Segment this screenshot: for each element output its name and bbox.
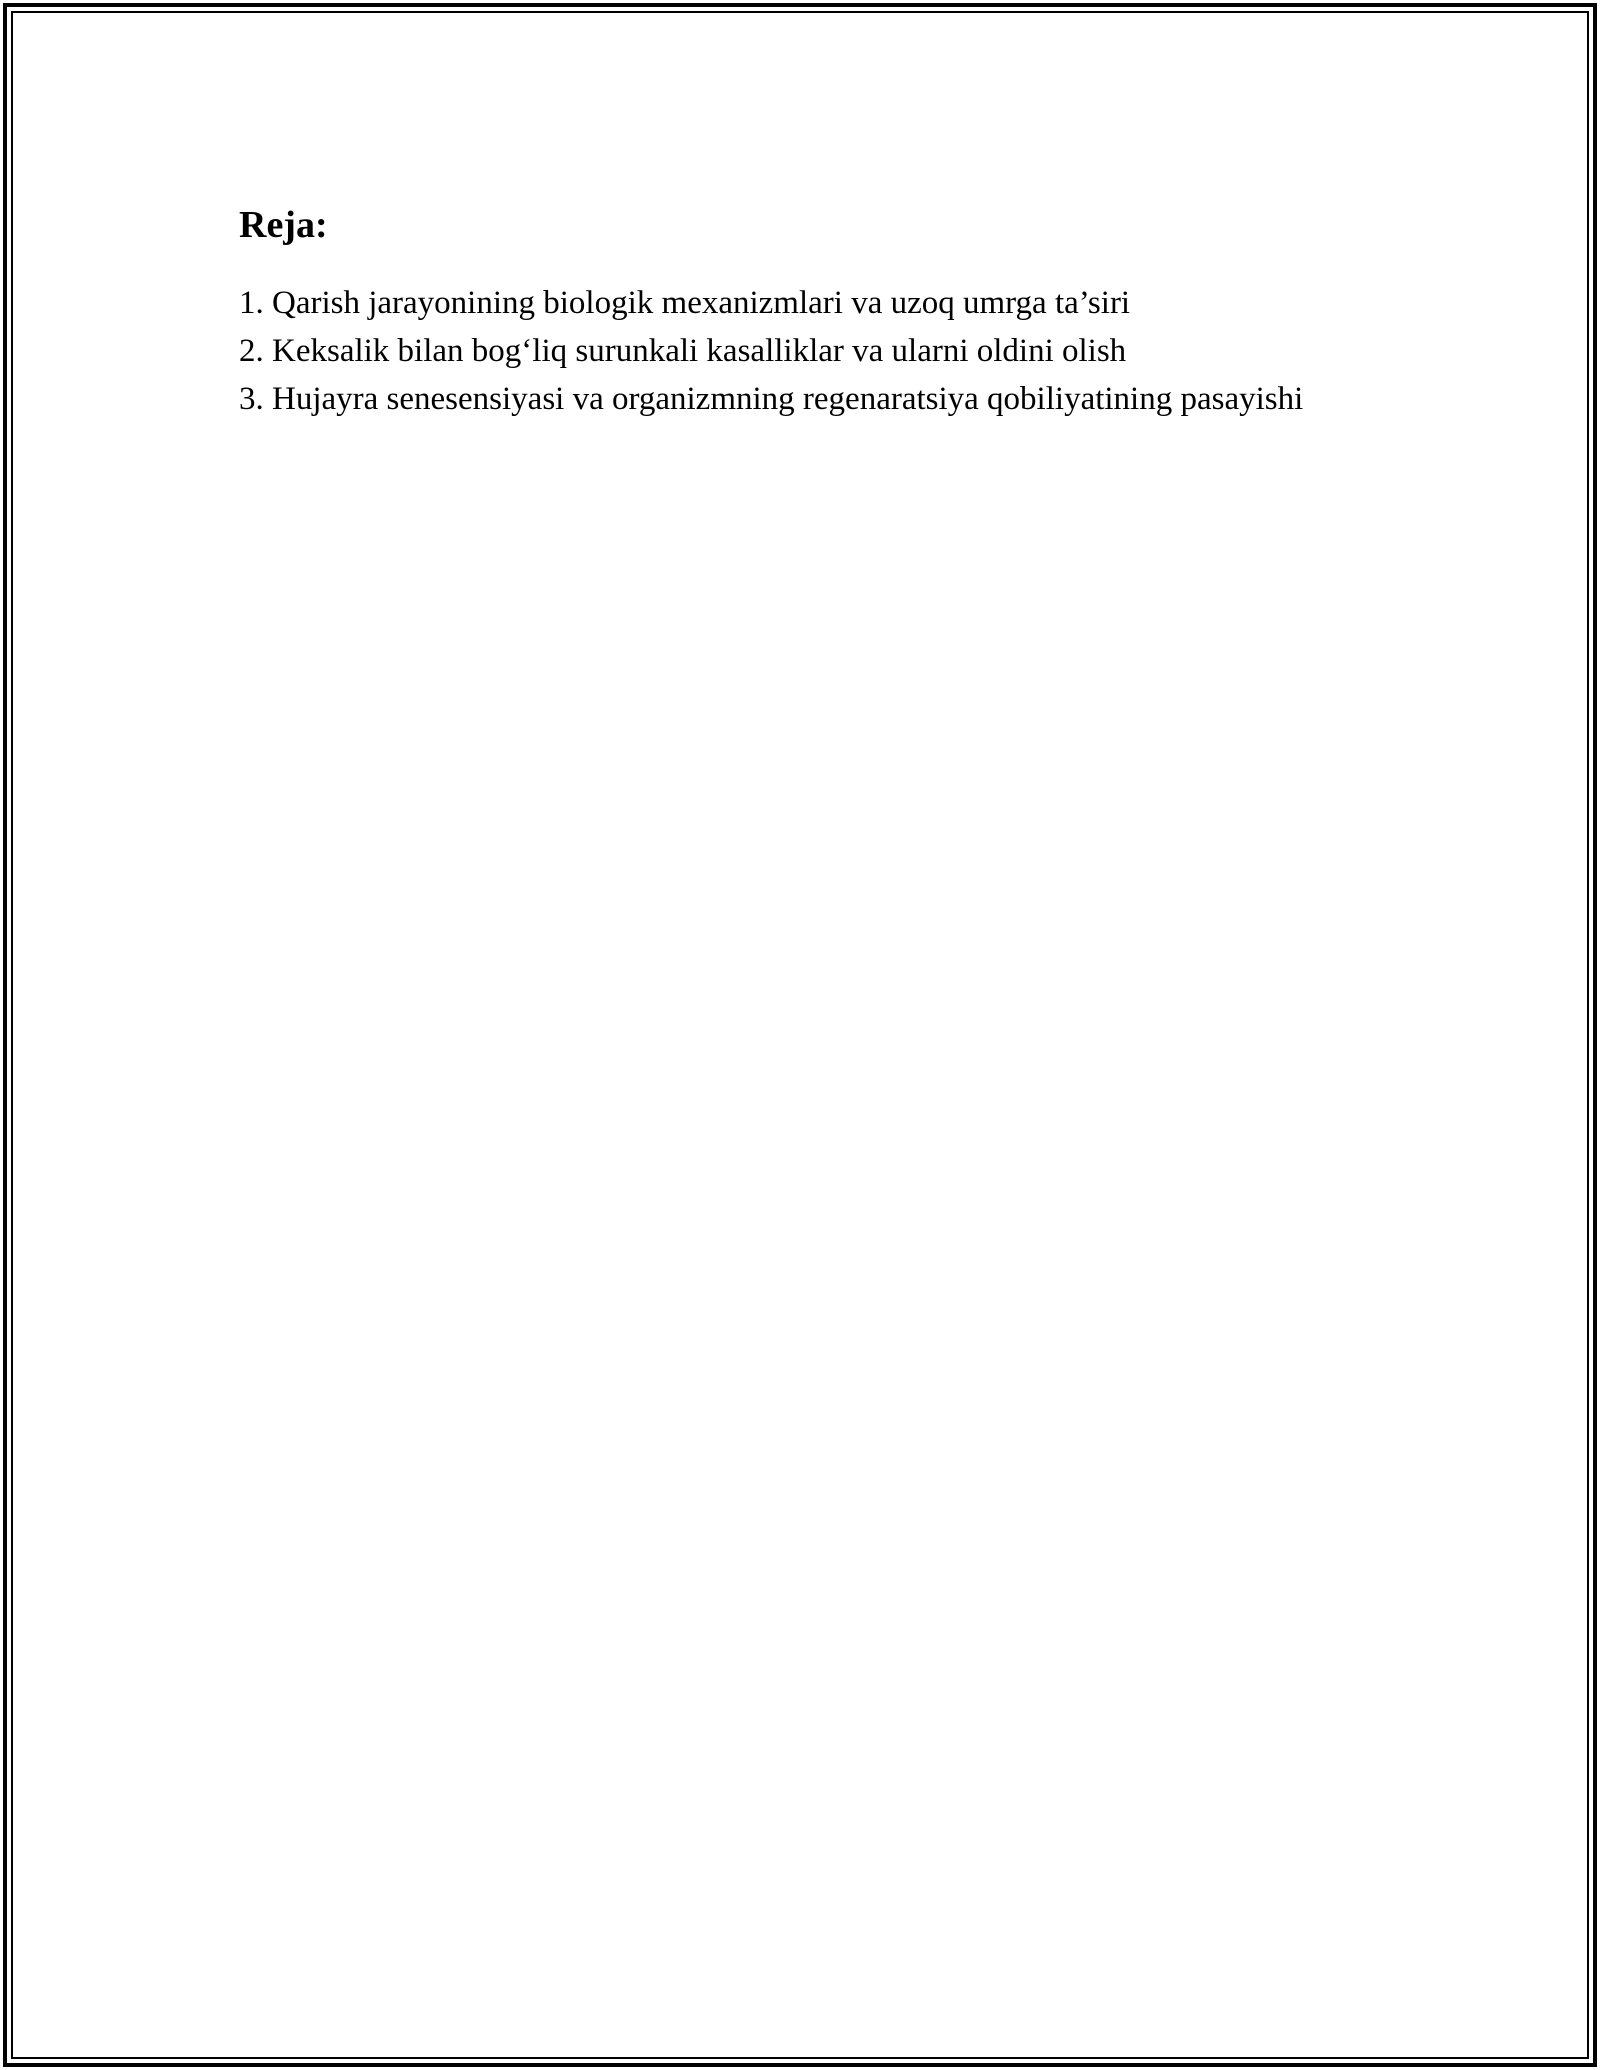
- plan-item-2: 2. Keksalik bilan bog‘liq surunkali kasalliklar va ularni oldini olish: [239, 333, 1127, 369]
- plan-list: [239, 279, 1339, 423]
- plan-item-3: 3. Hujayra senesensiyasi va organizmning regenaratsiya qobiliyatining pasayishi: [239, 381, 1304, 417]
- page-border-inner: [11, 11, 1589, 2059]
- page-content: [239, 199, 1339, 423]
- plan-item-1: 1. Qarish jarayonining biologik mexanizmlari va uzoq umrga ta’siri: [239, 285, 1131, 321]
- plan-heading: Reja:: [239, 204, 328, 246]
- page-border: [3, 3, 1597, 2067]
